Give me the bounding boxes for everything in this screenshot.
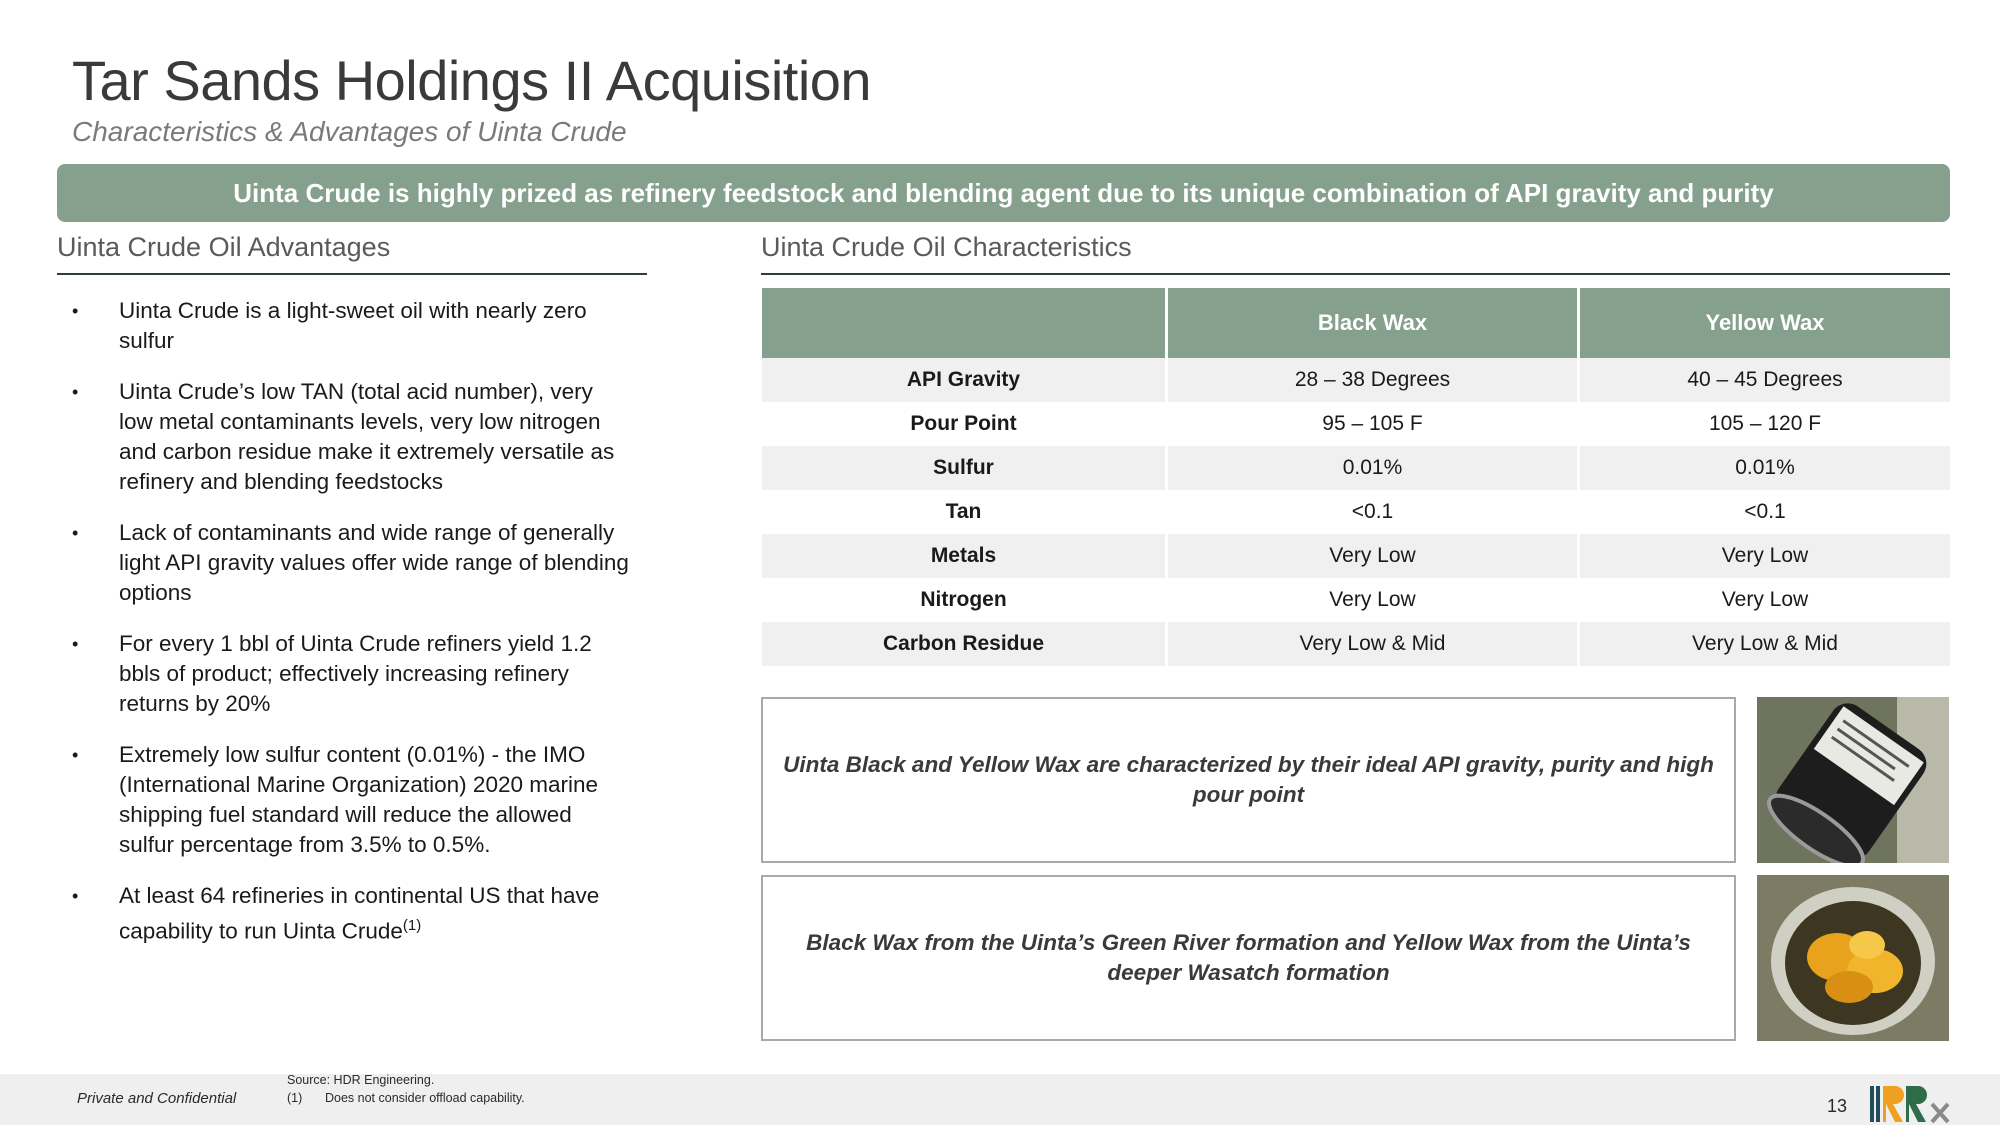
column-header: Yellow Wax xyxy=(1580,288,1950,358)
bullet-icon: • xyxy=(72,523,79,543)
table-cell: <0.1 xyxy=(1168,490,1580,534)
bullet-text: Lack of contaminants and wide range of generally light API gravity values offer wide range of blending options xyxy=(119,520,629,605)
advantages-list xyxy=(72,296,632,968)
table-cell: 40 – 45 Degrees xyxy=(1580,358,1950,402)
key-message-banner: Uinta Crude is highly prized as refinery feedstock and blending agent due to its unique combination of API gravity and purity xyxy=(57,164,1950,222)
table-cell: Very Low & Mid xyxy=(1580,622,1950,666)
confidentiality-label: Private and Confidential xyxy=(77,1090,237,1107)
row-label: Pour Point xyxy=(762,402,1168,446)
table-row xyxy=(762,358,1950,402)
bullet-icon: • xyxy=(72,382,79,402)
table-row xyxy=(762,446,1950,490)
table-cell: 0.01% xyxy=(1168,446,1580,490)
row-label: Metals xyxy=(762,534,1168,578)
table-cell: Very Low xyxy=(1168,578,1580,622)
bullet-text: At least 64 refineries in continental US that have capability to run Uinta Crude xyxy=(119,883,600,944)
table-cell: 0.01% xyxy=(1580,446,1950,490)
bullet-icon: • xyxy=(72,301,79,321)
yellow-wax-sample-photo xyxy=(1757,875,1949,1041)
table-cell: 105 – 120 F xyxy=(1708,412,1822,435)
characteristics-table xyxy=(762,288,1950,666)
table-cell: Very Low xyxy=(1721,588,1809,611)
table-cell: 95 – 105 F xyxy=(1168,402,1580,446)
row-label: Tan xyxy=(762,490,1168,534)
bullet-text: Uinta Crude’s low TAN (total acid number), very low metal contaminants levels, very low nitrogen and carbon residue make it extremely versatile as refinery and blending feedstocks xyxy=(119,379,615,494)
table-row xyxy=(762,490,1950,534)
column-header xyxy=(762,288,1168,358)
advantages-heading: Uinta Crude Oil Advantages xyxy=(57,232,647,275)
list-item xyxy=(72,629,632,719)
table-cell: Very Low xyxy=(1580,534,1950,578)
list-item xyxy=(72,740,632,860)
black-wax-sample-photo xyxy=(1757,697,1949,863)
column-header: Black Wax xyxy=(1168,288,1580,358)
table-row xyxy=(762,402,1950,446)
row-label: Nitrogen xyxy=(762,578,1168,622)
list-item xyxy=(72,296,632,356)
table-cell: 28 – 38 Degrees xyxy=(1168,358,1580,402)
page-title: Tar Sands Holdings II Acquisition xyxy=(72,49,872,112)
footnote-mark: (1) xyxy=(402,917,422,934)
callout-text: Uinta Black and Yellow Wax are characterized by their ideal API gravity, purity and high pour point xyxy=(783,752,1714,807)
yellow-wax-jar-icon xyxy=(1757,875,1949,1041)
source-note: Source: HDR Engineering. xyxy=(287,1073,435,1087)
list-item xyxy=(72,881,632,947)
row-label: API Gravity xyxy=(762,358,1168,402)
table-cell: <0.1 xyxy=(1744,500,1786,523)
footnote-text: Does not consider offload capability. xyxy=(325,1091,525,1105)
bullet-icon: • xyxy=(72,745,79,765)
row-label: Sulfur xyxy=(762,446,1168,490)
company-logo-icon xyxy=(1870,1082,1950,1124)
table-cell: Very Low xyxy=(1168,534,1580,578)
footnote xyxy=(287,1091,525,1105)
footnote-number: (1) xyxy=(287,1091,303,1105)
callout-box-properties xyxy=(761,697,1736,863)
list-item xyxy=(72,518,632,608)
page-subtitle: Characteristics & Advantages of Uinta Crude xyxy=(72,116,627,147)
bullet-text: Extremely low sulfur content (0.01%) - the IMO (International Marine Organization) 2020 marine shipping fuel standard will reduce the allowed sulfur percentage from 3.5% to 0.5%. xyxy=(119,742,599,857)
bullet-icon: • xyxy=(72,886,79,906)
list-item xyxy=(72,377,632,497)
row-label: Carbon Residue xyxy=(762,622,1168,666)
bullet-text: Uinta Crude is a light-sweet oil with nearly zero sulfur xyxy=(119,298,587,353)
table-row xyxy=(762,578,1950,622)
table-cell: Very Low & Mid xyxy=(1168,622,1580,666)
bullet-text: For every 1 bbl of Uinta Crude refiners yield 1.2 bbls of product; effectively increasing refinery returns by 20% xyxy=(119,631,592,716)
table-row xyxy=(762,534,1950,578)
table-row xyxy=(762,622,1950,666)
callout-text: Black Wax from the Uinta’s Green River formation and Yellow Wax from the Uinta’s deeper Wasatch formation xyxy=(806,930,1691,985)
page-number: 13 xyxy=(1827,1096,1848,1116)
table-header-row xyxy=(762,288,1950,358)
callout-box-formations xyxy=(761,875,1736,1041)
characteristics-heading: Uinta Crude Oil Characteristics xyxy=(761,232,1950,275)
black-wax-jar-icon xyxy=(1757,697,1949,863)
bullet-icon: • xyxy=(72,634,79,654)
